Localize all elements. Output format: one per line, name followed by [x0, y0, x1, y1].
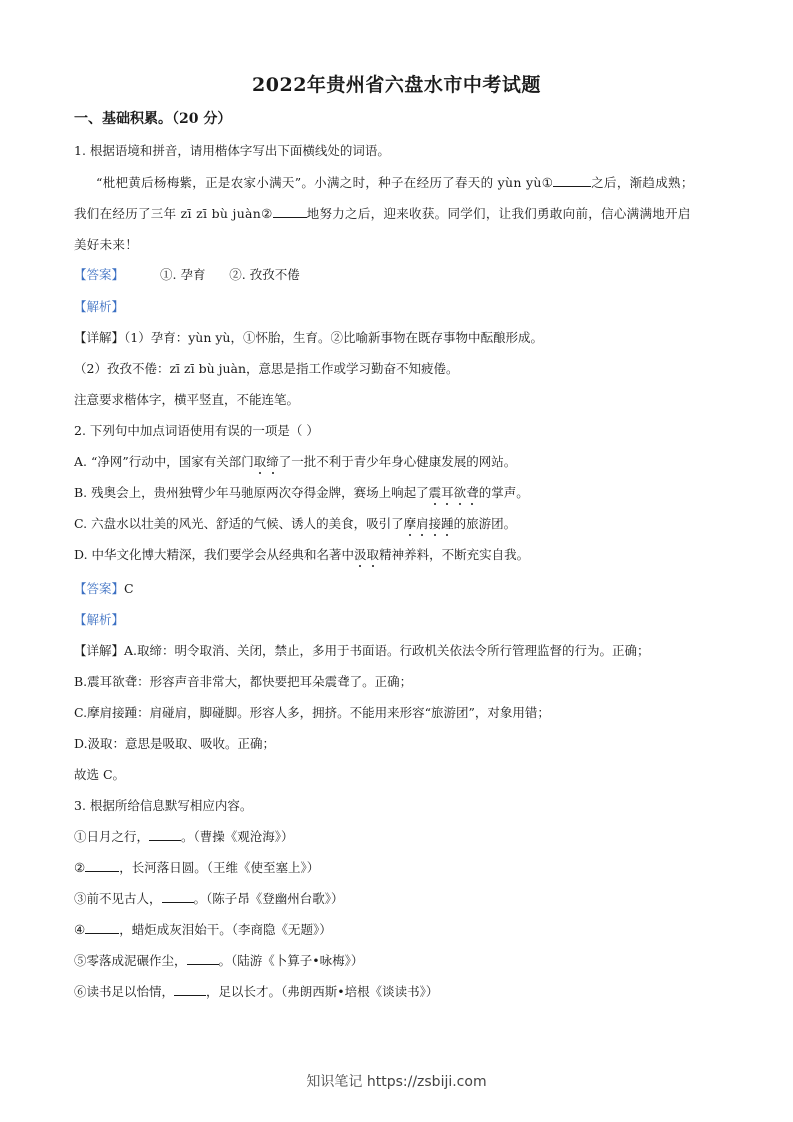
question-1-stem: 1. 根据语境和拼音，请用楷体字写出下面横线处的词语。	[74, 143, 390, 158]
emphasis-char: 肩	[416, 516, 429, 531]
question-2-answer: 【答案】C	[74, 581, 134, 596]
question-1-detail: 【详解】（1）孕育：yùn yù，①怀胎，生育。②比喻新事物在既存事物中酝酿形成。	[74, 330, 543, 345]
analysis-tag: 【解析】	[74, 299, 125, 314]
emphasis-char: 踵	[441, 516, 454, 531]
question-3-stem: 3. 根据所给信息默写相应内容。	[74, 798, 253, 813]
recitation-item: ⑤零落成泥碾作尘， 。（陆游《卜算子•咏梅》）	[74, 953, 364, 968]
recitation-item: ④ ，蜡炬成灰泪始干。（李商隐《无题》）	[74, 922, 332, 937]
dotted-word	[354, 547, 379, 562]
option-d: D. 中华文化博大精深，我们要学会从经典和名著中汲取精神养料，不断充实自我。	[74, 547, 530, 562]
question-1-answer: 【答案】 ①. 孕育 ②. 孜孜不倦	[74, 267, 300, 282]
recitation-item: ③前不见古人， 。（陈子昂《登幽州台歌》）	[74, 891, 344, 906]
question-2-detail: B.震耳欲聋：形容声音非常大，都快要把耳朵震聋了。正确；	[74, 674, 413, 689]
dotted-word	[404, 516, 454, 531]
answer-blank	[85, 859, 119, 872]
option-a: A. “净网”行动中，国家有关部门取缔了一批不利于青少年身心健康发展的网站。	[74, 454, 517, 469]
question-2-detail: D.汲取：意思是吸取、吸收。正确；	[74, 736, 276, 751]
answer-blank	[85, 921, 119, 934]
emphasis-char: 震	[428, 485, 442, 500]
question-1-passage-line: “枇杷黄后杨梅紫，正是农家小满天”。小满之时，种子在经历了春天的 yùn yù① 之后，渐趋成熟；	[96, 175, 694, 190]
question-2-detail: 故选 C。	[74, 767, 126, 782]
emphasis-char: 接	[428, 516, 442, 531]
answer-blank	[187, 952, 219, 965]
answer-blank	[273, 205, 307, 218]
option-b: B. 残奥会上，贵州独臂少年马驰原两次夺得金牌，赛场上响起了震耳欲聋的掌声。	[74, 485, 529, 500]
section-heading: 一、基础积累。（20 分）	[74, 111, 232, 127]
answer-blank	[149, 828, 181, 841]
answer-tag: 【答案】	[74, 267, 125, 282]
dotted-word	[429, 485, 479, 500]
recitation-item: ⑥读书足以怡情， ，足以长才。（弗朗西斯•培根《谈读书》）	[74, 984, 439, 999]
emphasis-char: 摩	[403, 516, 417, 531]
page-title: 2022年贵州省六盘水市中考试题	[252, 74, 541, 96]
question-2-detail: C.摩肩接踵：肩碰肩，脚碰脚。形容人多，拥挤。不能用来形容“旅游团”，对象用错；	[74, 705, 550, 720]
analysis-tag: 【解析】	[74, 612, 125, 627]
recitation-item: ② ，长河落日圆。（王维《使至塞上》）	[74, 860, 320, 875]
emphasis-char: 取	[366, 547, 380, 562]
emphasis-char: 欲	[453, 485, 467, 500]
dotted-word	[254, 454, 279, 469]
answer-tag: 【答案】	[74, 581, 125, 596]
emphasis-char: 缔	[266, 454, 279, 469]
question-1-detail: （2）孜孜不倦：zī zī bù juàn，意思是指工作或学习勤奋不知疲倦。	[74, 361, 459, 376]
question-2-stem: 2. 下列句中加点词语使用有误的一项是（ ）	[74, 423, 319, 438]
emphasis-char: 取	[253, 454, 267, 469]
question-2-detail: 【详解】A.取缔：明令取消、关闭，禁止，多用于书面语。行政机关依法令所行管理监督的行为。正确；	[74, 643, 650, 658]
question-1-passage-line: 我们在经历了三年 zī zī bù juàn② 地努力之后，迎来收获。同学们，让我们勇敢向前，信心满满地开启	[74, 206, 691, 221]
option-c: C. 六盘水以壮美的风光、舒适的气候、诱人的美食，吸引了摩肩接踵的旅游团。	[74, 516, 517, 531]
emphasis-char: 聋	[466, 485, 479, 500]
answer-blank	[174, 983, 206, 996]
recitation-item: ①日月之行， 。（曹操《观沧海》）	[74, 829, 294, 844]
footer-watermark: 知识笔记 https://zsbiji.com	[306, 1074, 487, 1090]
question-1-detail: 注意要求楷体字，横平竖直，不能连笔。	[74, 392, 300, 407]
answer-blank	[162, 890, 194, 903]
emphasis-char: 耳	[441, 485, 454, 500]
question-1-passage-line: 美好未来！	[74, 237, 139, 252]
answer-blank	[553, 174, 591, 187]
emphasis-char: 汲	[354, 547, 367, 562]
